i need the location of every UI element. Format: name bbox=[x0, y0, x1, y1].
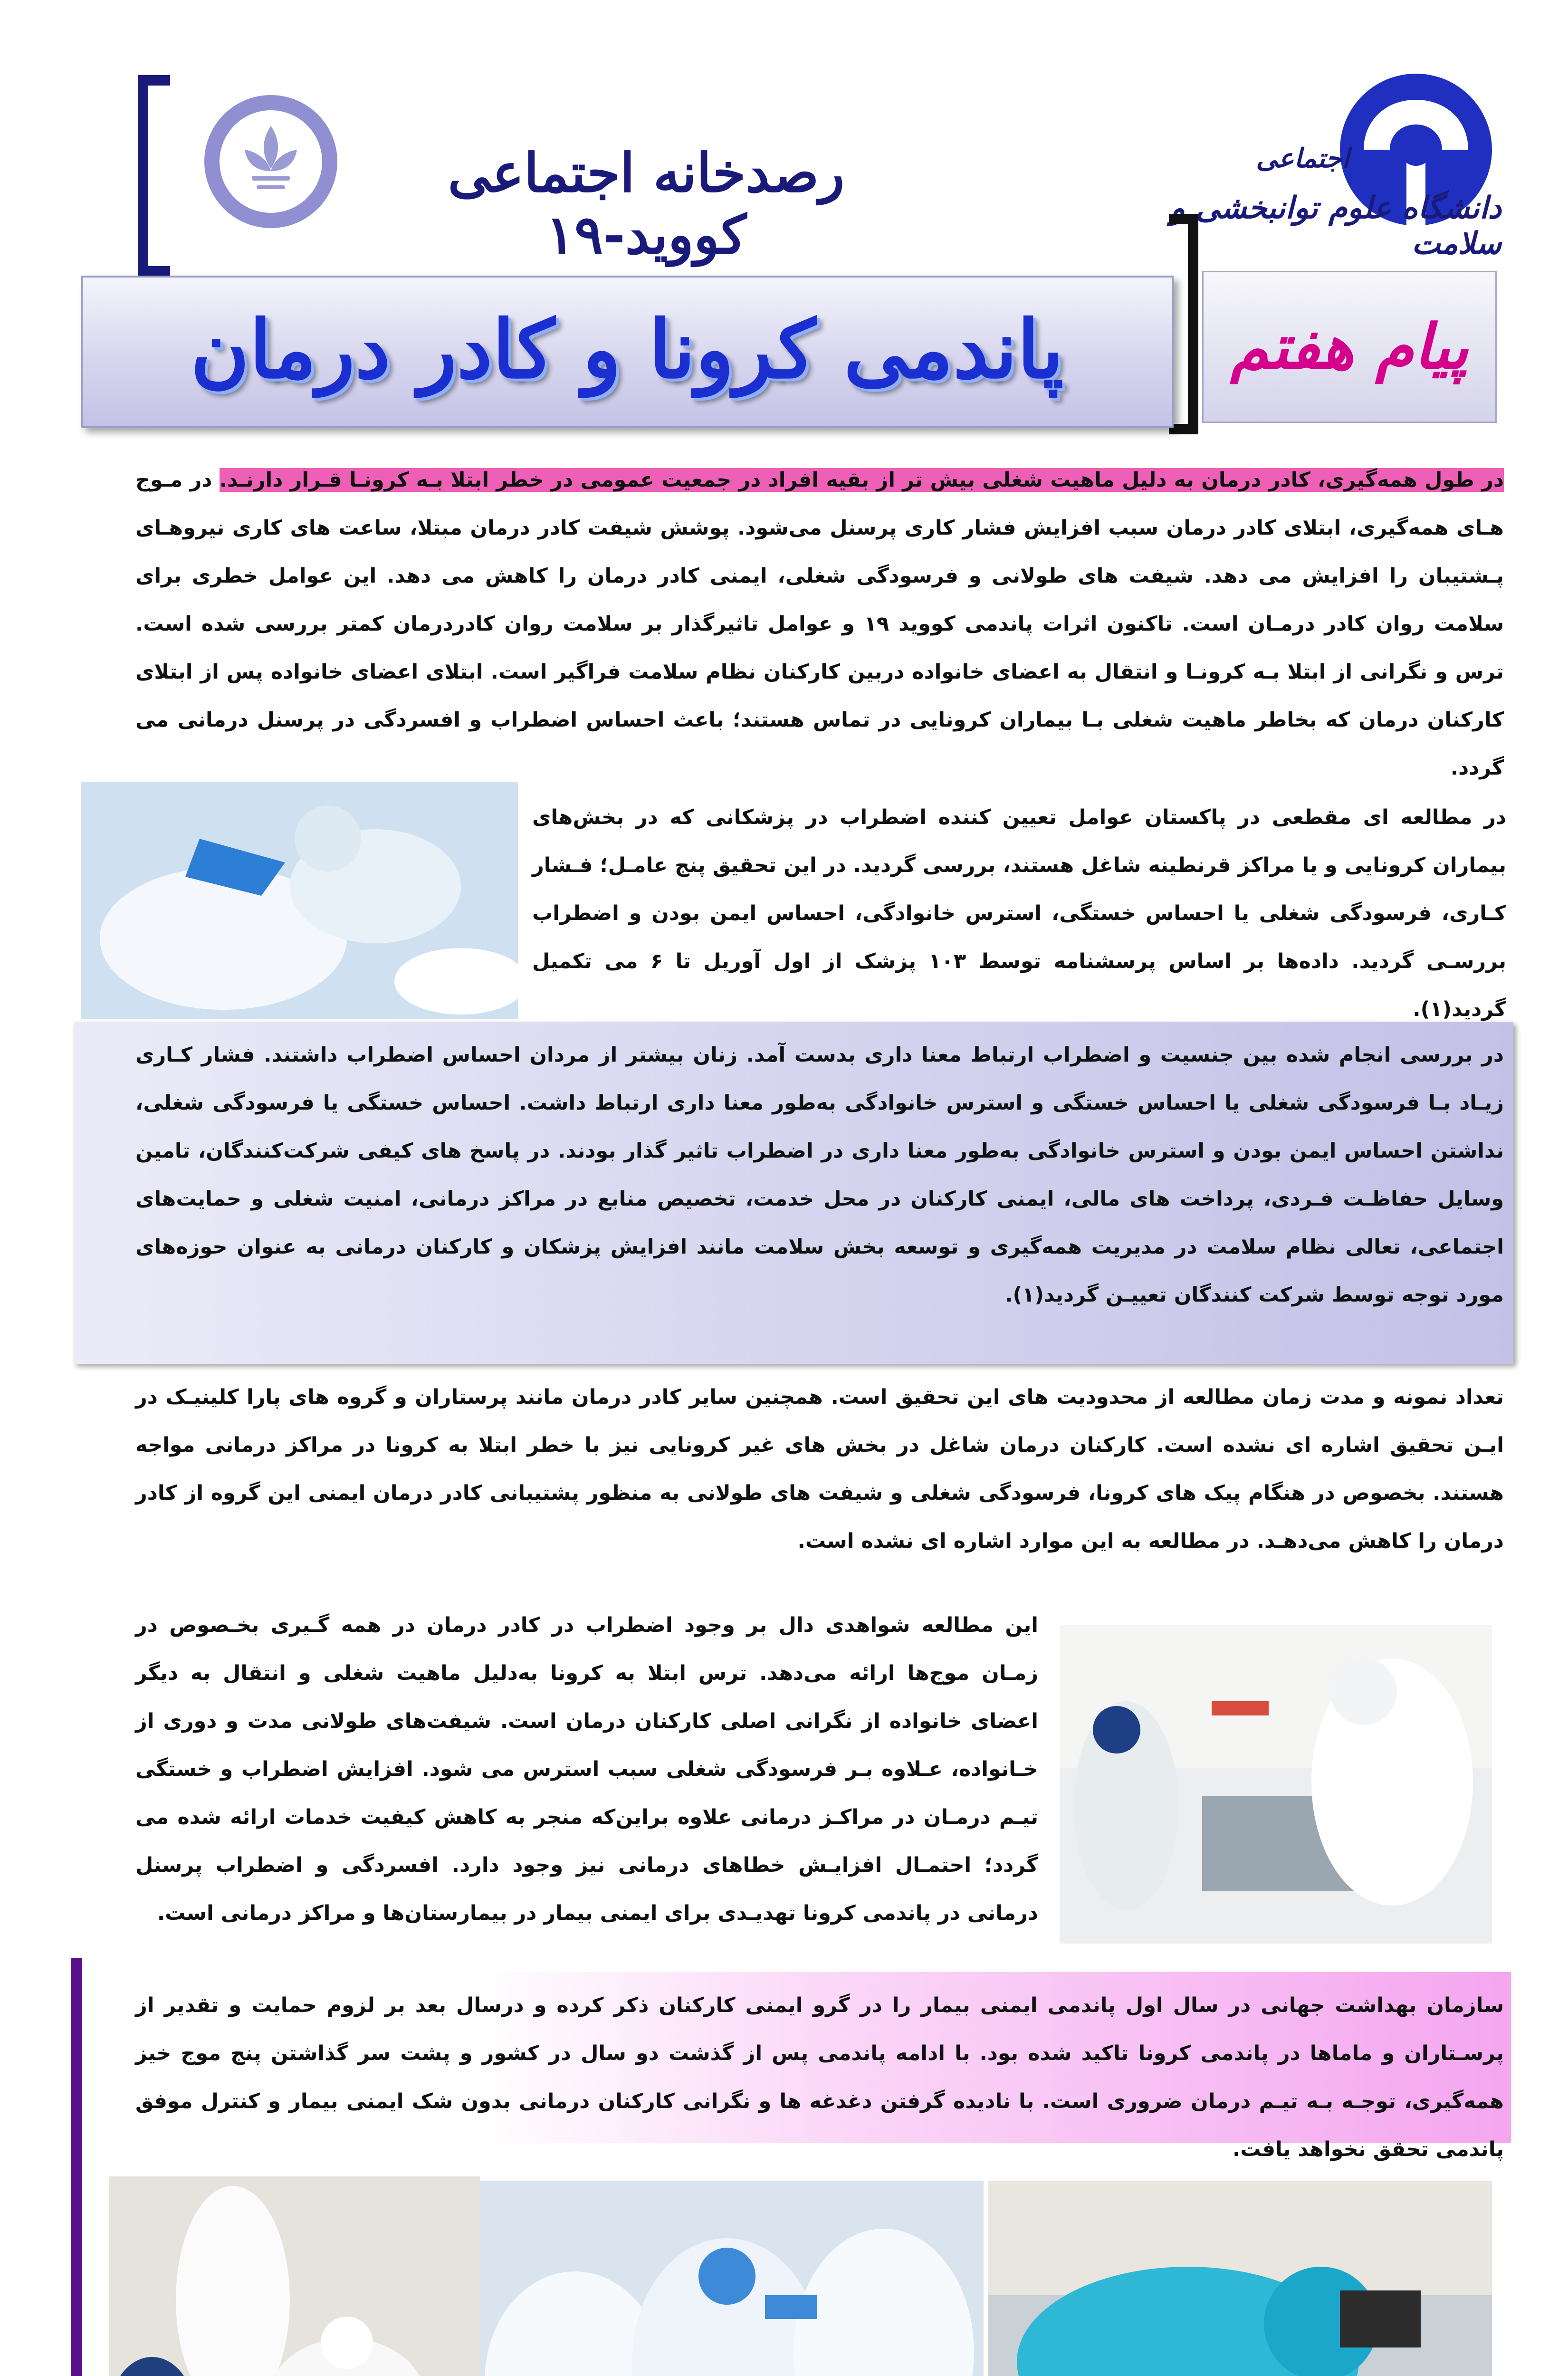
intro-text: در مـوج هـای همه‌گیری، ابتلای کادر درمان سبب افزایش فشار کاری پرسنل می‌شود. پوشش شیفت کادر درمان مبتلا، ساعت های کاری نیروهـای پـشتیبان را افزایش می دهد. شیفت های طولانی و فرسودگی شغلی، ایمنی کادر درمان را کاهش می دهد. این عوامل خطری برای سلامت روان کادر درمـان است. تاکنون اثرات پاندمی کووید ۱۹ و عوامل تاثیرگذار بر سلامت روان کادردرمان کمتر بررسی شده است. ترس و نگرانی از ابتلا بـه کرونـا و انتقال به اعضای خانواده دربین کارکنان نظام سلامت فراگیر است. ابتلای اعضای خانواده پس از ابتلای کارکنان درمان که بخاطر ماهیت شغلی بـا بیماران کرونایی در تماس هستند؛ باعث احساس اضطراب و افسردگی در پرسنل درمانی می گردد. bbox=[135, 468, 1504, 780]
photo-workers-on-floor bbox=[109, 2176, 480, 2376]
observatory-title: رصدخانه اجتماعی کووید-۱۹ bbox=[448, 142, 845, 266]
findings-paragraph: در بررسی انجام شده بین جنسیت و اضطراب ارتباط معنا داری بدست آمد. زنان بیشتر از مردان احساس اضطراب داشتند. فشار کـاری زیـاد بـا فرسودگی شغلی یا احساس خستگی و استرس خانوادگی به‌طور معنا داری ارتباط داشت. احساس خستگی یا فرسودگی شغلی، نداشتن احساس ایمن بودن و استرس خانوادگی به‌طور معنا داری در اضطراب تاثیر گذار بودند. در پاسخ های کیفی شرکت‌کنندگان، تامین وسایل حفاظـت فـردی، پرداخت های مالی، ایمنی کارکنان در محل خدمت، تخصیص منابع در مراکز درمانی، امنیت شغلی و حمایت‌های اجتماعی، تعالی نظام سلامت در مدیریت همه‌گیری و توسعه بخش سلامت مانند افزایش پزشکان و کارکنان درمانی به عنوان حوزه‌های مورد توجه توسط شرکت کنندگان تعییـن گردید(۱). bbox=[135, 1043, 1504, 1307]
study-paragraph: در مطالعه ای مقطعی در پاکستان عوامل تعیین کننده اضطراب در پزشکانی که در بخش‌های بیماران کرونایی و یا مراکز قرنطینه شاغل هستند، بررسی گردید. در این تحقیق پنج عامـل؛ فـشار کـاری، فرسودگی شغلی یا احساس خستگی، استرس خانوادگی، احساس ایمن بودن و اضطراب بررسـی گردید. داده‌ها بر اساس پرسشنامه توسط ۱۰۳ پزشک از اول آوریل تا ۶ می تکمیل گردید(۱). bbox=[532, 805, 1507, 1021]
university-name-line2: اجتماعی bbox=[1256, 143, 1349, 174]
who-paragraph: سازمان بهداشت جهانی در سال اول پاندمی ایمنی بیمار را در گرو ایمنی کارکنان ذکر کرده و درسال بعد بر لزوم حمایت و تقدیر از پرسـتاران و ماماها در پاندمی کرونا تاکید شده بود. با ادامه پاندمی پس از گذشت دو سال در کشور و پشت سر گذاشتن پنج موج خیز همه‌گیری، توجـه بـه تیـم درمان ضروری است. با نادیده گرفتن دغدغه ها و نگرانی کارکنان درمانی بدون شک ایمنی بیمار و کنترل موفق پاندمی تحقق نخواهد یافت. bbox=[135, 1993, 1504, 2161]
purple-side-bar bbox=[71, 1958, 82, 2376]
limitations-paragraph: تعداد نمونه و مدت زمان مطالعه از محدودیت های این تحقیق است. همچنین سایر کادر درمان مانند پرستاران و گروه های پارا کلینیـک در ایـن تحقیق اشاره ای نشده است. کارکنان درمان شاغل در بخش های غیر کرونایی نیز با خطر ابتلا به کرونا در مراکز درمانی مواجه هستند. بخصوص در هنگام پیک های کرونا، فرسودگی شغلی و شیفت های طولانی به منظور پشتیبانی کادر درمان ایمنی این گروه از کادر درمان را کاهش می‌دهـد. در مطالعه به این موارد اشاره ای نشده است. bbox=[135, 1385, 1504, 1553]
intro-paragraph bbox=[135, 456, 1504, 780]
left-bracket bbox=[138, 75, 170, 277]
photo-nurses-treatment bbox=[1060, 1625, 1492, 1944]
photo-exhausted-workers-group bbox=[480, 2181, 984, 2376]
photo-sleeping-nurse bbox=[988, 2181, 1492, 2376]
main-title: پاندمی کرونا و کادر درمان bbox=[191, 302, 1064, 396]
message-label: پیام هفتم bbox=[1230, 310, 1469, 383]
intro-highlight: در طول همه‌گیری، کادر درمان به دلیل ماهیت شغلی بیش تر از بقیه افراد در جمعیت عمومی در خطر ابتلا بـه کرونـا قـرار دارنـد. bbox=[219, 468, 1504, 492]
university-name-line1: دانشگاه علوم توانبخشی و سلامت bbox=[1170, 190, 1501, 261]
evidence-paragraph: این مطالعه شواهدی دال بر وجود اضطراب در کادر درمان در همه گـیری بخـصوص در زمـان موج‌ها ارائه می‌دهد. ترس ابتلا به کرونا به‌دلیل ماهیت شغلی و انتقال به دیگر اعضای خانواده از نگرانی اصلی کارکنان درمان است. شیفت‌های طولانی مدت و دوری از خـانواده، عـلاوه بـر فرسودگی شغلی سبب استرس می شود. افزایش اضطراب و خستگی تیـم درمـان در مراکـز درمانی علاوه براین‌که منجر به کاهش کیفیت خدمات ارائه شده می گردد؛ احتمـال افزایـش خطاهای درمانی نیز وجود دارد. افسردگی و اضطراب پرسنل درمانی در پاندمی کرونا تهدیـدی برای ایمنی بیمار در بیمارستان‌ها و مراکز درمانی است. bbox=[135, 1613, 1038, 1925]
photo-exhausted-worker-1 bbox=[81, 782, 518, 1019]
observatory-logo bbox=[200, 93, 342, 230]
